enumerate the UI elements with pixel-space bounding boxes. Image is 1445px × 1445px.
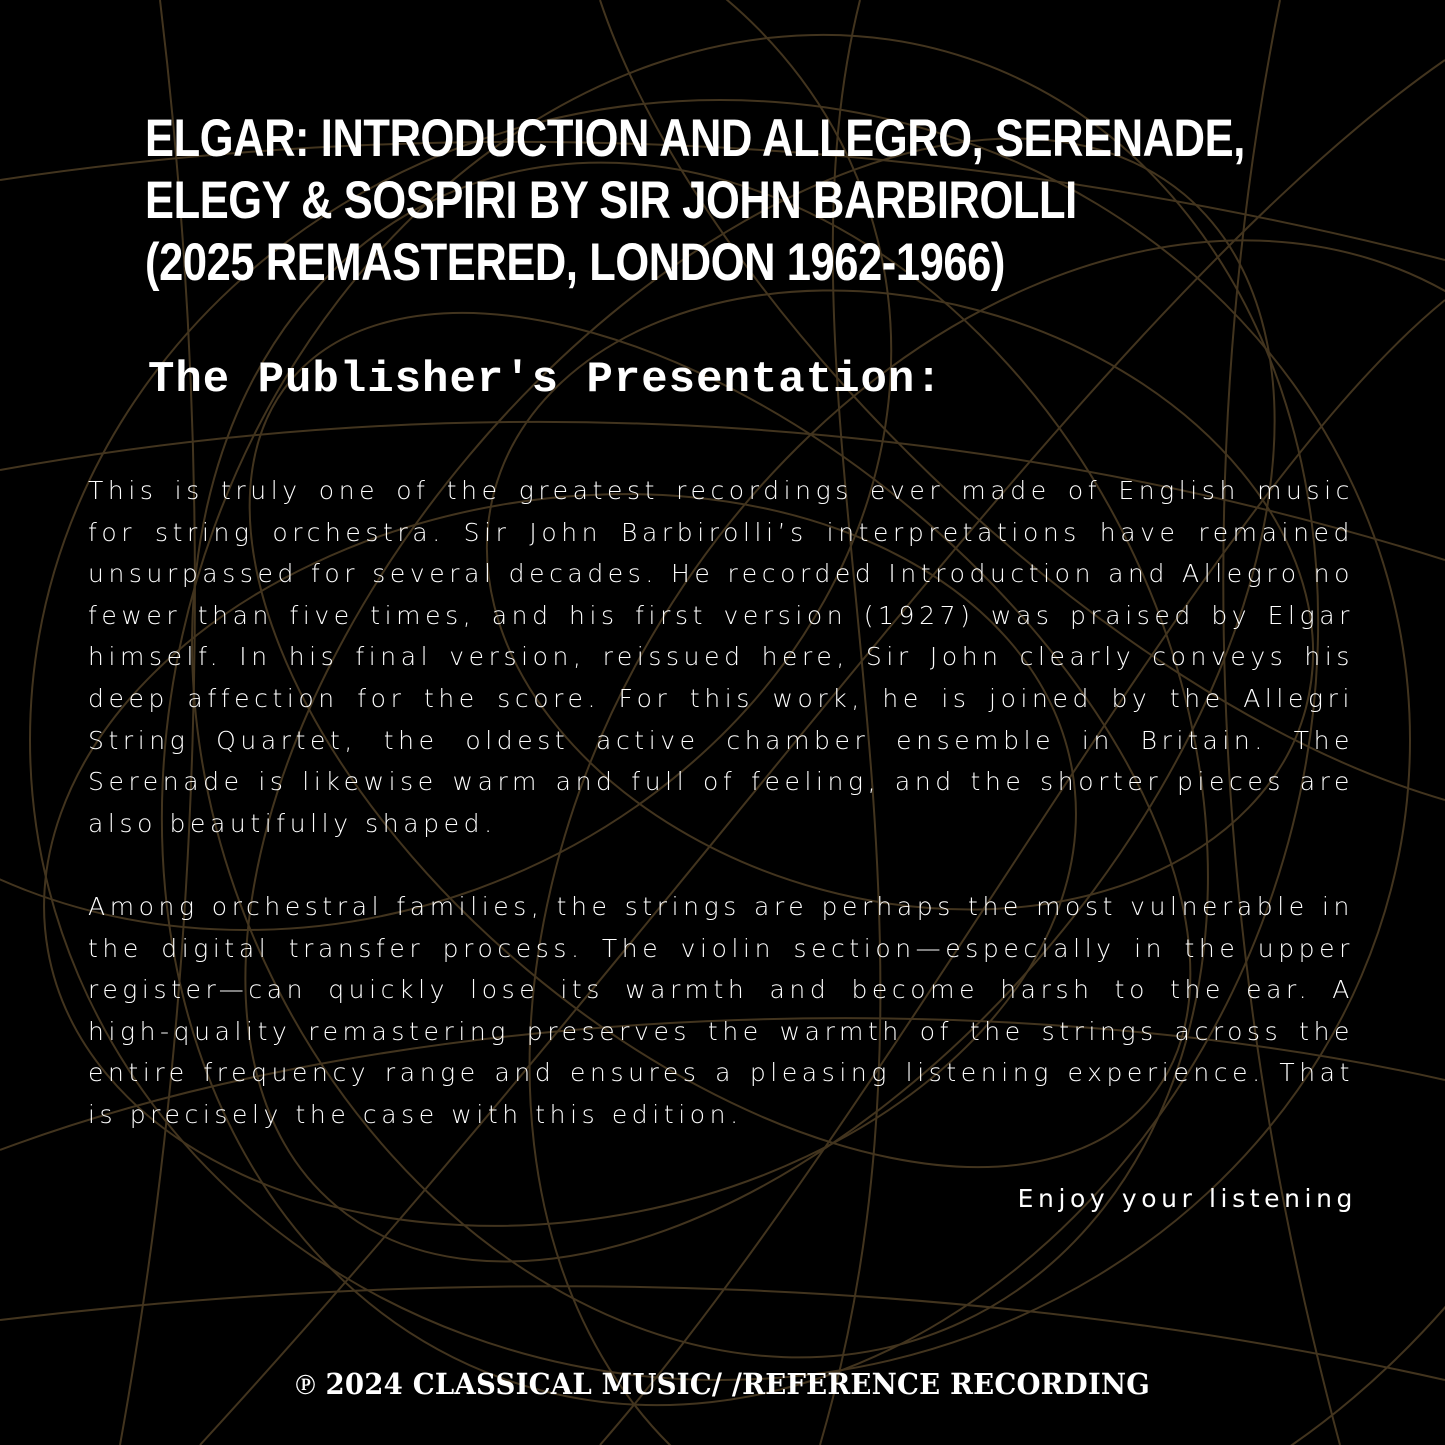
section-heading: The Publisher's Presentation: xyxy=(148,355,943,405)
body-paragraph-1: This is truly one of the greatest recordings ever made of English music for string orchestra. Sir John Barbirolli’s interpretations have remained unsurpassed for several decades. He recorded Introduction and Allegro no fewer than five times, and his first version (1927) was praised by Elgar himself. In his final version, reissued here, Sir John clearly conveys his deep affection for the score. For this work, he is joined by the Allegri String Quartet, the oldest active chamber ensemble in Britain. The Serenade is likewise warm and full of feeling, and the shorter pieces are also beautifully shaped. xyxy=(88,476,1354,838)
album-title-line-2: ELEGY & SOSPIRI BY SIR JOHN BARBIROLLI xyxy=(145,171,1077,230)
album-title xyxy=(145,108,1245,294)
presentation-text xyxy=(88,470,1354,1177)
body-paragraph-2: Among orchestral families, the strings are perhaps the most vulnerable in the digital transfer process. The violin section—especially in the upper register—can quickly lose its warmth and become harsh to the ear. A high-quality remastering preserves the warmth of the strings across the entire frequency range and ensures a pleasing listening experience. That is precisely the case with this edition. xyxy=(88,891,1354,1129)
album-title-line-1: ELGAR: INTRODUCTION AND ALLEGRO, SERENADE, xyxy=(145,109,1245,168)
copyright-footer: ℗ 2024 CLASSICAL MUSIC/ /REFERENCE RECORDING xyxy=(294,1367,1151,1401)
album-title-line-3: (2025 REMASTERED, LONDON 1962-1966) xyxy=(145,233,1005,292)
signoff-text: Enjoy your listening xyxy=(1017,1184,1357,1213)
